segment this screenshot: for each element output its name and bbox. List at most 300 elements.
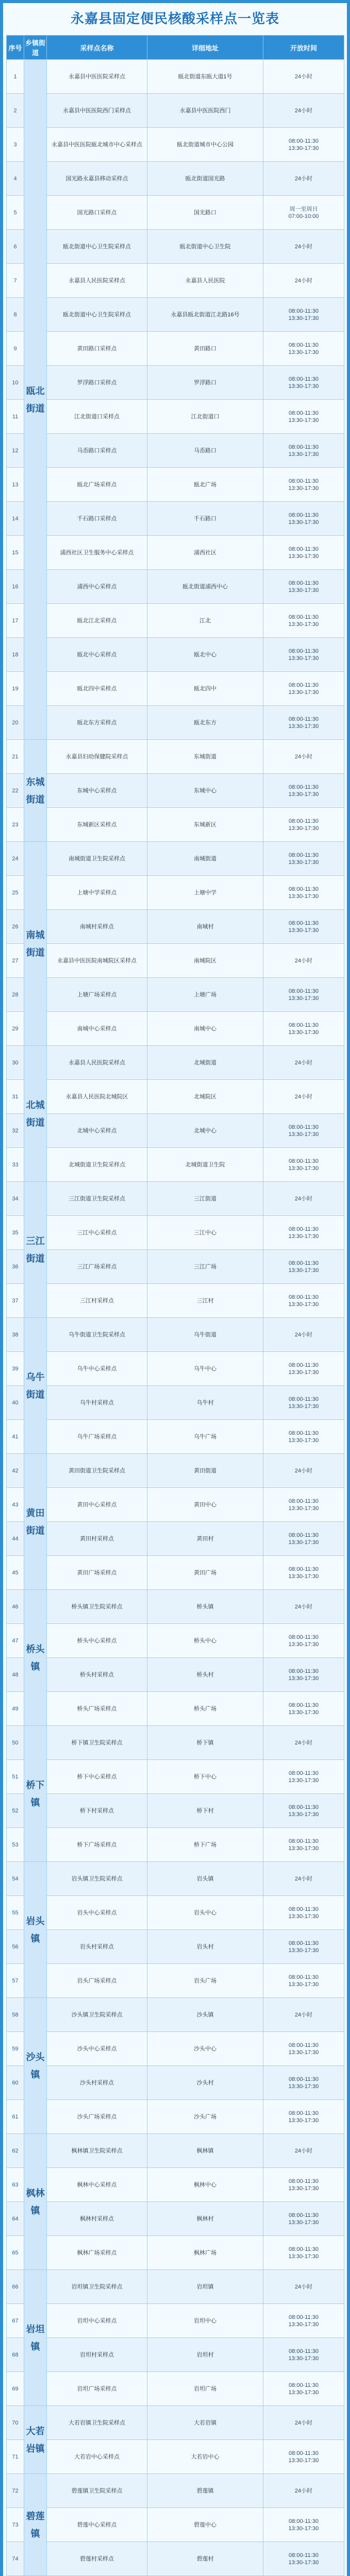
open-time: 08:00-11:30 13:30-17:30 — [263, 2100, 344, 2134]
site-address: 大若岩中心 — [147, 2440, 263, 2474]
open-time: 24小时 — [263, 2474, 344, 2508]
open-time: 08:00-11:30 13:30-17:30 — [263, 1896, 344, 1930]
header-no: 序号 — [7, 36, 24, 60]
site-name: 沙头镇卫生院采样点 — [47, 1998, 147, 2032]
site-address: 岩坦村 — [147, 2338, 263, 2372]
table-row — [7, 2338, 344, 2372]
row-number: 29 — [7, 1012, 24, 1046]
open-time: 08:00-11:30 13:30-17:30 — [263, 1386, 344, 1420]
site-address: 桥下中心 — [147, 1760, 263, 1794]
site-address: 桥下镇 — [147, 1726, 263, 1760]
site-name: 岩头中心采样点 — [47, 1896, 147, 1930]
site-name: 乌牛街道卫生院采样点 — [47, 1318, 147, 1352]
table-row — [7, 1420, 344, 1454]
table-row — [7, 2304, 344, 2338]
table-row — [7, 60, 344, 94]
open-time: 08:00-11:30 13:30-17:30 — [263, 1964, 344, 1998]
open-time: 周一至周日 07:00-10:00 — [263, 196, 344, 230]
site-address: 碧莲中心 — [147, 2508, 263, 2542]
table-row — [7, 332, 344, 366]
row-number: 22 — [7, 774, 24, 808]
site-name: 岩坦村采样点 — [47, 2338, 147, 2372]
open-time: 24小时 — [263, 1046, 344, 1080]
site-name: 永嘉县人民医院采样点 — [47, 1046, 147, 1080]
open-time: 08:00-11:30 13:30-17:30 — [263, 1556, 344, 1590]
row-number: 39 — [7, 1352, 24, 1386]
row-number: 46 — [7, 1590, 24, 1624]
row-number: 31 — [7, 1080, 24, 1114]
site-name: 国光路永嘉县移动采样点 — [47, 162, 147, 196]
table-row — [7, 1148, 344, 1182]
site-name: 乌牛村采样点 — [47, 1386, 147, 1420]
site-address: 岩坦广场 — [147, 2372, 263, 2406]
region-name: 东城街道 — [24, 740, 47, 842]
site-address: 江北街道口 — [147, 400, 263, 434]
sampling-sites-table — [6, 35, 344, 2576]
row-number: 48 — [7, 1658, 24, 1692]
table-row — [7, 536, 344, 570]
site-address: 北城街道卫生院 — [147, 1148, 263, 1182]
site-name: 瓯北东方采样点 — [47, 706, 147, 740]
table-row — [7, 1454, 344, 1488]
site-name: 国光路口采样点 — [47, 196, 147, 230]
site-address: 沙头镇 — [147, 1998, 263, 2032]
site-address: 沙头中心 — [147, 2032, 263, 2066]
row-number: 74 — [7, 2542, 24, 2576]
site-name: 南城中心采样点 — [47, 1012, 147, 1046]
site-address: 瓯北街道城市中心公园 — [147, 128, 263, 162]
site-address: 桥下广场 — [147, 1828, 263, 1862]
table-row — [7, 2542, 344, 2576]
sampling-sites-table-wrap — [6, 35, 344, 2576]
open-time: 24小时 — [263, 2134, 344, 2168]
open-time: 08:00-11:30 13:30-17:30 — [263, 1148, 344, 1182]
row-number: 13 — [7, 468, 24, 502]
open-time: 08:00-11:30 13:30-17:30 — [263, 978, 344, 1012]
table-row — [7, 2168, 344, 2202]
row-number: 5 — [7, 196, 24, 230]
row-number: 53 — [7, 1828, 24, 1862]
site-name: 三江中心采样点 — [47, 1216, 147, 1250]
site-name: 乌牛中心采样点 — [47, 1352, 147, 1386]
site-address: 瓯北街道中心卫生院 — [147, 230, 263, 264]
open-time: 08:00-11:30 13:30-17:30 — [263, 1828, 344, 1862]
row-number: 24 — [7, 842, 24, 876]
site-name: 沙头广场采样点 — [47, 2100, 147, 2134]
site-name: 岩坦中心采样点 — [47, 2304, 147, 2338]
site-name: 东城新区采样点 — [47, 808, 147, 842]
site-address: 岩头中心 — [147, 1896, 263, 1930]
region-name: 南城街道 — [24, 842, 47, 1046]
open-time: 08:00-11:30 13:30-17:30 — [263, 2508, 344, 2542]
site-address: 瓯北街道国光路 — [147, 162, 263, 196]
site-name: 黄田路口采样点 — [47, 332, 147, 366]
open-time: 08:00-11:30 13:30-17:30 — [263, 400, 344, 434]
site-name: 桥下镇卫生院采样点 — [47, 1726, 147, 1760]
site-name: 瓯北四中采样点 — [47, 672, 147, 706]
table-row — [7, 1862, 344, 1896]
table-row — [7, 1556, 344, 1590]
open-time: 08:00-11:30 13:30-17:30 — [263, 2304, 344, 2338]
site-name: 永嘉县中医医院瓯北城市中心采样点 — [47, 128, 147, 162]
table-row — [7, 1828, 344, 1862]
table-row — [7, 1794, 344, 1828]
site-name: 黄田村采样点 — [47, 1522, 147, 1556]
site-address: 沙头村 — [147, 2066, 263, 2100]
site-address: 南城院区 — [147, 944, 263, 978]
table-row — [7, 2406, 344, 2440]
site-address: 碧莲镇 — [147, 2474, 263, 2508]
site-address: 千石路口 — [147, 502, 263, 536]
open-time: 24小时 — [263, 2406, 344, 2440]
table-row — [7, 740, 344, 774]
row-number: 59 — [7, 2032, 24, 2066]
open-time: 24小时 — [263, 162, 344, 196]
open-time: 08:00-11:30 13:30-17:30 — [263, 842, 344, 876]
open-time: 08:00-11:30 13:30-17:30 — [263, 1488, 344, 1522]
table-row — [7, 298, 344, 332]
row-number: 60 — [7, 2066, 24, 2100]
site-name: 岩头广场采样点 — [47, 1964, 147, 1998]
row-number: 34 — [7, 1182, 24, 1216]
site-address: 枫林村 — [147, 2202, 263, 2236]
table-row — [7, 1318, 344, 1352]
row-number: 21 — [7, 740, 24, 774]
site-name: 浦西社区卫生服务中心采样点 — [47, 536, 147, 570]
site-name: 瓯北中心采样点 — [47, 638, 147, 672]
table-row — [7, 2440, 344, 2474]
row-number: 41 — [7, 1420, 24, 1454]
site-address: 北城中心 — [147, 1114, 263, 1148]
site-address: 瓯北东方 — [147, 706, 263, 740]
site-address: 罗浮路口 — [147, 366, 263, 400]
row-number: 49 — [7, 1692, 24, 1726]
site-name: 南城村采样点 — [47, 910, 147, 944]
open-time: 08:00-11:30 13:30-17:30 — [263, 1760, 344, 1794]
site-address: 黄田村 — [147, 1522, 263, 1556]
site-address: 岩坦镇 — [147, 2270, 263, 2304]
site-name: 永嘉县人民医院北城院区 — [47, 1080, 147, 1114]
site-address: 江北 — [147, 604, 263, 638]
table-row — [7, 1488, 344, 1522]
site-address: 马岙路口 — [147, 434, 263, 468]
row-number: 32 — [7, 1114, 24, 1148]
site-name: 瓯北街道中心卫生院采样点 — [47, 298, 147, 332]
table-row — [7, 1250, 344, 1284]
row-number: 70 — [7, 2406, 24, 2440]
site-address: 永嘉县中医医院西门 — [147, 94, 263, 128]
site-name: 北城街道卫生院采样点 — [47, 1148, 147, 1182]
site-name: 桥下中心采样点 — [47, 1760, 147, 1794]
header-site-name: 采样点名称 — [47, 36, 147, 60]
row-number: 69 — [7, 2372, 24, 2406]
region-name: 岩头镇 — [24, 1862, 47, 1998]
site-name: 桥头中心采样点 — [47, 1624, 147, 1658]
site-name: 千石路口采样点 — [47, 502, 147, 536]
site-address: 北城街道 — [147, 1046, 263, 1080]
site-address: 岩坦中心 — [147, 2304, 263, 2338]
row-number: 62 — [7, 2134, 24, 2168]
open-time: 24小时 — [263, 1862, 344, 1896]
site-name: 碧莲中心采样点 — [47, 2508, 147, 2542]
site-name: 永嘉县妇幼保健院采样点 — [47, 740, 147, 774]
site-name: 瓯北江北采样点 — [47, 604, 147, 638]
open-time: 08:00-11:30 13:30-17:30 — [263, 1794, 344, 1828]
row-number: 38 — [7, 1318, 24, 1352]
open-time: 24小时 — [263, 1726, 344, 1760]
open-time: 08:00-11:30 13:30-17:30 — [263, 1284, 344, 1318]
open-time: 08:00-11:30 13:30-17:30 — [263, 366, 344, 400]
row-number: 54 — [7, 1862, 24, 1896]
site-address: 上塘中学 — [147, 876, 263, 910]
site-address: 岩头镇 — [147, 1862, 263, 1896]
row-number: 6 — [7, 230, 24, 264]
site-address: 枫林广场 — [147, 2236, 263, 2270]
site-address: 乌牛中心 — [147, 1352, 263, 1386]
table-row — [7, 2134, 344, 2168]
site-address: 黄田路口 — [147, 332, 263, 366]
table-row — [7, 808, 344, 842]
open-time: 08:00-11:30 13:30-17:30 — [263, 2236, 344, 2270]
table-row — [7, 1352, 344, 1386]
row-number: 73 — [7, 2508, 24, 2542]
table-row — [7, 468, 344, 502]
row-number: 15 — [7, 536, 24, 570]
site-name: 桥头镇卫生院采样点 — [47, 1590, 147, 1624]
row-number: 55 — [7, 1896, 24, 1930]
row-number: 52 — [7, 1794, 24, 1828]
site-address: 瓯北四中 — [147, 672, 263, 706]
row-number: 16 — [7, 570, 24, 604]
region-name: 岩坦镇 — [24, 2270, 47, 2406]
row-number: 64 — [7, 2202, 24, 2236]
site-name: 三江广场采样点 — [47, 1250, 147, 1284]
site-name: 桥头村采样点 — [47, 1658, 147, 1692]
table-row — [7, 1522, 344, 1556]
row-number: 20 — [7, 706, 24, 740]
open-time: 08:00-11:30 13:30-17:30 — [263, 1930, 344, 1964]
open-time: 08:00-11:30 13:30-17:30 — [263, 2338, 344, 2372]
row-number: 25 — [7, 876, 24, 910]
open-time: 08:00-11:30 13:30-17:30 — [263, 1352, 344, 1386]
table-row — [7, 672, 344, 706]
open-time: 08:00-11:30 13:30-17:30 — [263, 298, 344, 332]
table-row — [7, 1760, 344, 1794]
table-row — [7, 2372, 344, 2406]
row-number: 72 — [7, 2474, 24, 2508]
header-address: 详细地址 — [147, 36, 263, 60]
site-address: 枫林镇 — [147, 2134, 263, 2168]
row-number: 8 — [7, 298, 24, 332]
table-row — [7, 1658, 344, 1692]
open-time: 24小时 — [263, 1182, 344, 1216]
table-row — [7, 1964, 344, 1998]
open-time: 08:00-11:30 13:30-17:30 — [263, 1658, 344, 1692]
open-time: 08:00-11:30 13:30-17:30 — [263, 536, 344, 570]
row-number: 61 — [7, 2100, 24, 2134]
open-time: 24小时 — [263, 1998, 344, 2032]
row-number: 1 — [7, 60, 24, 94]
row-number: 4 — [7, 162, 24, 196]
open-time: 08:00-11:30 13:30-17:30 — [263, 502, 344, 536]
table-row — [7, 2202, 344, 2236]
table-row — [7, 944, 344, 978]
site-address: 乌牛街道 — [147, 1318, 263, 1352]
open-time: 08:00-11:30 13:30-17:30 — [263, 2168, 344, 2202]
open-time: 08:00-11:30 13:30-17:30 — [263, 2440, 344, 2474]
site-name: 枫林中心采样点 — [47, 2168, 147, 2202]
site-name: 永嘉县中医医院西门采样点 — [47, 94, 147, 128]
open-time: 08:00-11:30 13:30-17:30 — [263, 434, 344, 468]
table-row — [7, 434, 344, 468]
row-number: 28 — [7, 978, 24, 1012]
site-name: 上塘中学采样点 — [47, 876, 147, 910]
site-name: 永嘉县人民医院采样点 — [47, 264, 147, 298]
row-number: 26 — [7, 910, 24, 944]
site-name: 三江街道卫生院采样点 — [47, 1182, 147, 1216]
table-row — [7, 774, 344, 808]
row-number: 17 — [7, 604, 24, 638]
row-number: 35 — [7, 1216, 24, 1250]
open-time: 24小时 — [263, 94, 344, 128]
site-name: 沙头村采样点 — [47, 2066, 147, 2100]
site-address: 南城村 — [147, 910, 263, 944]
site-address: 三江广场 — [147, 1250, 263, 1284]
region-name: 北城街道 — [24, 1046, 47, 1182]
row-number: 23 — [7, 808, 24, 842]
open-time: 24小时 — [263, 230, 344, 264]
open-time: 08:00-11:30 13:30-17:30 — [263, 2066, 344, 2100]
site-name: 岩头村采样点 — [47, 1930, 147, 1964]
region-name: 黄田街道 — [24, 1454, 47, 1590]
open-time: 08:00-11:30 13:30-17:30 — [263, 1692, 344, 1726]
table-row — [7, 230, 344, 264]
row-number: 66 — [7, 2270, 24, 2304]
table-row — [7, 2270, 344, 2304]
open-time: 08:00-11:30 13:30-17:30 — [263, 706, 344, 740]
site-name: 江北街道口采样点 — [47, 400, 147, 434]
open-time: 24小时 — [263, 2270, 344, 2304]
region-name: 瓯北街道 — [24, 60, 47, 740]
site-name: 桥下村采样点 — [47, 1794, 147, 1828]
row-number: 2 — [7, 94, 24, 128]
row-number: 57 — [7, 1964, 24, 1998]
region-name: 桥头镇 — [24, 1590, 47, 1726]
row-number: 71 — [7, 2440, 24, 2474]
open-time: 08:00-11:30 13:30-17:30 — [263, 2202, 344, 2236]
open-time: 24小时 — [263, 1318, 344, 1352]
row-number: 40 — [7, 1386, 24, 1420]
open-time: 08:00-11:30 13:30-17:30 — [263, 1114, 344, 1148]
open-time: 08:00-11:30 13:30-17:30 — [263, 638, 344, 672]
row-number: 18 — [7, 638, 24, 672]
site-address: 东城街道 — [147, 740, 263, 774]
table-row — [7, 400, 344, 434]
site-address: 浦西社区 — [147, 536, 263, 570]
table-row — [7, 2032, 344, 2066]
table-row — [7, 264, 344, 298]
site-address: 大若岩镇 — [147, 2406, 263, 2440]
row-number: 10 — [7, 366, 24, 400]
site-address: 东城中心 — [147, 774, 263, 808]
open-time: 08:00-11:30 13:30-17:30 — [263, 604, 344, 638]
row-number: 36 — [7, 1250, 24, 1284]
site-address: 瓯北广场 — [147, 468, 263, 502]
site-address: 黄田中心 — [147, 1488, 263, 1522]
table-row — [7, 638, 344, 672]
site-name: 大若岩中心采样点 — [47, 2440, 147, 2474]
site-name: 东城中心采样点 — [47, 774, 147, 808]
site-address: 岩头村 — [147, 1930, 263, 1964]
row-number: 67 — [7, 2304, 24, 2338]
open-time: 08:00-11:30 13:30-17:30 — [263, 876, 344, 910]
site-name: 桥头广场采样点 — [47, 1692, 147, 1726]
row-number: 37 — [7, 1284, 24, 1318]
open-time: 24小时 — [263, 60, 344, 94]
table-row — [7, 570, 344, 604]
site-name: 沙头中心采样点 — [47, 2032, 147, 2066]
table-row — [7, 978, 344, 1012]
table-row — [7, 1080, 344, 1114]
site-address: 三江村 — [147, 1284, 263, 1318]
table-row — [7, 162, 344, 196]
open-time: 08:00-11:30 13:30-17:30 — [263, 1012, 344, 1046]
table-row — [7, 1012, 344, 1046]
row-number: 58 — [7, 1998, 24, 2032]
open-time: 24小时 — [263, 264, 344, 298]
table-row — [7, 1182, 344, 1216]
row-number: 44 — [7, 1522, 24, 1556]
row-number: 9 — [7, 332, 24, 366]
row-number: 12 — [7, 434, 24, 468]
table-row — [7, 2236, 344, 2270]
page-title: 永嘉县固定便民核酸采样点一览表 — [70, 11, 279, 26]
table-row — [7, 1930, 344, 1964]
site-address: 瓯北中心 — [147, 638, 263, 672]
site-address: 桥下村 — [147, 1794, 263, 1828]
site-name: 黄田广场采样点 — [47, 1556, 147, 1590]
site-name: 岩坦镇卫生院采样点 — [47, 2270, 147, 2304]
site-name: 南城街道卫生院采样点 — [47, 842, 147, 876]
table-row — [7, 842, 344, 876]
open-time: 08:00-11:30 13:30-17:30 — [263, 128, 344, 162]
region-name: 枫林镇 — [24, 2134, 47, 2270]
table-row — [7, 1386, 344, 1420]
table-row — [7, 1216, 344, 1250]
table-row — [7, 128, 344, 162]
table-row — [7, 604, 344, 638]
site-address: 三江街道 — [147, 1182, 263, 1216]
open-time: 08:00-11:30 13:30-17:30 — [263, 468, 344, 502]
site-name: 三江村采样点 — [47, 1284, 147, 1318]
table-row — [7, 1896, 344, 1930]
site-address: 三江中心 — [147, 1216, 263, 1250]
table-row — [7, 502, 344, 536]
table-row — [7, 366, 344, 400]
open-time: 08:00-11:30 13:30-17:30 — [263, 1624, 344, 1658]
site-address: 南城街道 — [147, 842, 263, 876]
site-name: 枫林广场采样点 — [47, 2236, 147, 2270]
open-time: 08:00-11:30 13:30-17:30 — [263, 2032, 344, 2066]
site-name: 上塘广场采样点 — [47, 978, 147, 1012]
site-address: 永嘉县瓯北街道江北路16号 — [147, 298, 263, 332]
open-time: 08:00-11:30 13:30-17:30 — [263, 1216, 344, 1250]
site-name: 浦西中心采样点 — [47, 570, 147, 604]
open-time: 08:00-11:30 13:30-17:30 — [263, 672, 344, 706]
table-row — [7, 876, 344, 910]
row-number: 47 — [7, 1624, 24, 1658]
site-address: 瓯北街道东瓯大道1号 — [147, 60, 263, 94]
